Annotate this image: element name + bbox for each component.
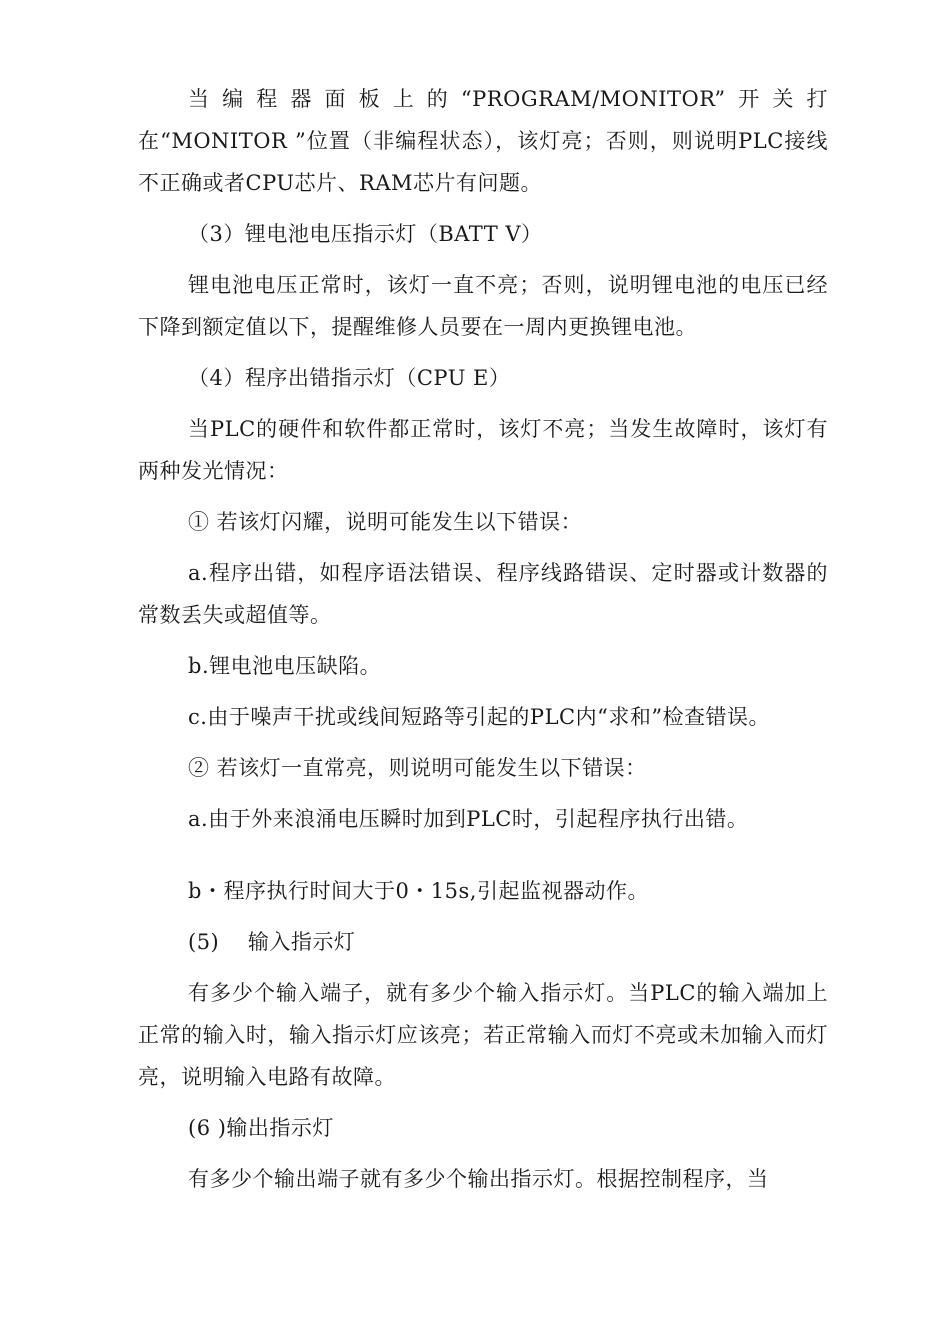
paragraph-output-indicator: 有多少个输出端子就有多少个输出指示灯。根据控制程序，当 xyxy=(188,1167,769,1191)
paragraph-battery: 锂电池电压正常时，该灯一直不亮；否则，说明锂电池的电压已经下降到额定值以下，提醒维修人员要在一周内更换锂电池。 xyxy=(138,273,828,339)
list-item-b-exec-time: b・程序执行时间大于0・15s,引起监视器动作。 xyxy=(188,879,649,903)
list-item-steady-on: ② 若该灯一直常亮，则说明可能发生以下错误： xyxy=(188,756,647,780)
heading-output-indicator: (6 )输出指示灯 xyxy=(188,1116,334,1140)
heading-input-indicator: (5) 输入指示灯 xyxy=(188,930,356,954)
heading-batt-v: （3）锂电池电压指示灯（BATT V） xyxy=(188,222,543,246)
paragraph-monitor-indicator: 当编程器面板上的“PROGRAM/MONITOR”开关打在“MONITOR ”位置（非编程状态），该灯亮；否则，则说明PLC接线不正确或者CPU芯片、RAM芯片有问题。 xyxy=(138,87,828,195)
list-item-a-program-error: a.程序出错，如程序语法错误、程序线路错误、定时器或计数器的常数丢失或超值等。 xyxy=(138,561,828,627)
heading-cpu-e: （4）程序出错指示灯（CPU E） xyxy=(188,366,511,390)
list-item-c-noise: c.由于噪声干扰或线间短路等引起的PLC内“求和”检查错误。 xyxy=(188,705,771,729)
paragraph-cpu-e-intro: 当PLC的硬件和软件都正常时，该灯不亮；当发生故障时，该灯有两种发光情况： xyxy=(138,417,828,483)
list-item-a-surge: a.由于外来浪涌电压瞬时加到PLC时，引起程序执行出错。 xyxy=(188,807,749,831)
paragraph-input-indicator: 有多少个输入端子，就有多少个输入指示灯。当PLC的输入端加上正常的输入时，输入指示灯应该亮；若正常输入而灯不亮或未加输入而灯亮，说明输入电路有故障。 xyxy=(138,981,828,1089)
document-body xyxy=(138,78,828,1209)
list-item-blinking: ① 若该灯闪耀，说明可能发生以下错误： xyxy=(188,510,583,534)
list-item-b-battery: b.锂电池电压缺陷。 xyxy=(188,654,382,678)
